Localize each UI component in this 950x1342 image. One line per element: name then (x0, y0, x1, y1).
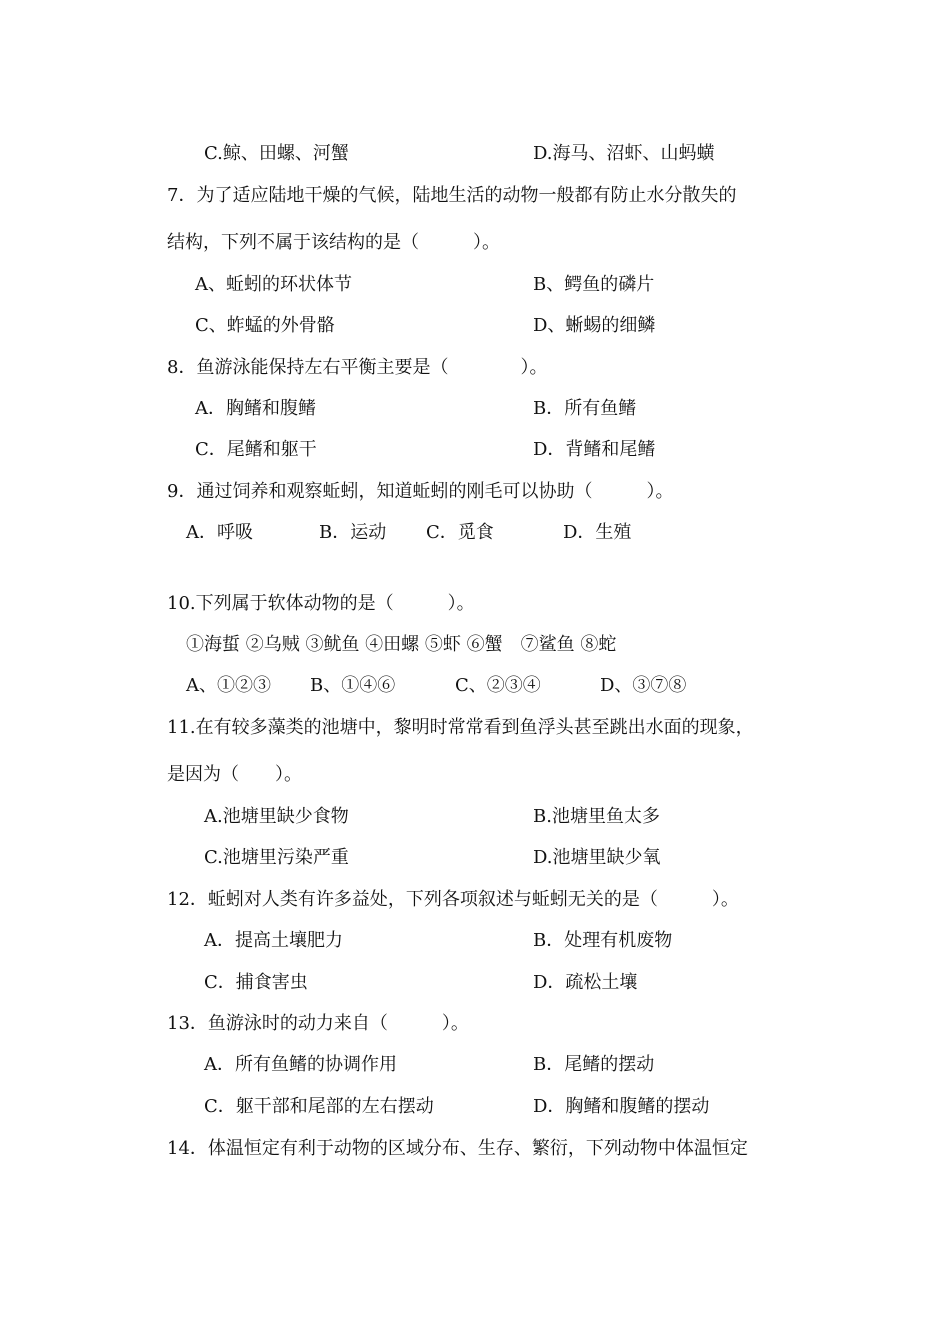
q6-option-d: D.海马、沼虾、山蚂蟥 (533, 143, 715, 164)
q8-option-c: C．尾鳍和躯干 (195, 439, 317, 460)
q8-option-d: D．背鳍和尾鳍 (533, 439, 656, 460)
q7-option-d: D、蜥蜴的细鳞 (533, 315, 656, 336)
q9-option-a: A．呼吸 (186, 522, 253, 543)
q11-option-b: B.池塘里鱼太多 (533, 806, 660, 827)
q8-option-b: B．所有鱼鳍 (533, 398, 637, 419)
q9-option-b: B．运动 (319, 522, 387, 543)
q13-stem: 13．鱼游泳时的动力来自（ ）。 (167, 1013, 469, 1034)
q10-option-b: B、①④⑥ (310, 675, 396, 696)
q12-option-d: D．疏松土壤 (533, 972, 638, 993)
q12-option-a: A．提高土壤肥力 (204, 930, 343, 951)
q10-items: ①海蜇 ②乌贼 ③鱿鱼 ④田螺 ⑤虾 ⑥蟹 ⑦鲨鱼 ⑧蛇 (186, 634, 617, 655)
q11-stem-line1: 11.在有较多藻类的池塘中，黎明时常常看到鱼浮头甚至跳出水面的现象， (167, 717, 754, 738)
q7-stem-line1: 7．为了适应陆地干燥的气候，陆地生活的动物一般都有防止水分散失的 (167, 185, 737, 206)
q7-option-a: A、蚯蚓的环状体节 (195, 274, 352, 295)
q7-stem-line2: 结构，下列不属于该结构的是（ ）。 (167, 232, 500, 253)
q6-option-c: C.鲸、田螺、河蟹 (204, 143, 349, 164)
q13-option-d: D．胸鳍和腹鳍的摆动 (533, 1096, 710, 1117)
q13-option-b: B．尾鳍的摆动 (533, 1054, 655, 1075)
q10-option-c: C、②③④ (455, 675, 541, 696)
q9-option-c: C．觅食 (426, 522, 494, 543)
q12-option-c: C．捕食害虫 (204, 972, 308, 993)
q12-stem: 12．蚯蚓对人类有许多益处，下列各项叙述与蚯蚓无关的是（ ）。 (167, 889, 739, 910)
q10-option-a: A、①②③ (186, 675, 271, 696)
q10-stem: 10.下列属于软体动物的是（ ）。 (167, 593, 475, 614)
q7-option-c: C、蚱蜢的外骨骼 (195, 315, 335, 336)
q13-option-a: A．所有鱼鳍的协调作用 (204, 1054, 397, 1075)
q13-option-c: C．躯干部和尾部的左右摆动 (204, 1096, 434, 1117)
q9-stem: 9．通过饲养和观察蚯蚓，知道蚯蚓的刚毛可以协助（ ）。 (167, 481, 674, 502)
q11-option-d: D.池塘里缺少氧 (533, 847, 661, 868)
q9-option-d: D．生殖 (563, 522, 632, 543)
q10-option-d: D、③⑦⑧ (600, 675, 687, 696)
q11-option-c: C.池塘里污染严重 (204, 847, 349, 868)
q11-stem-line2: 是因为（ ）。 (167, 764, 302, 785)
q8-stem: 8．鱼游泳能保持左右平衡主要是（ ）。 (167, 357, 548, 378)
q7-option-b: B、鳄鱼的磷片 (533, 274, 655, 295)
q14-stem-line1: 14．体温恒定有利于动物的区域分布、生存、繁衍，下列动物中体温恒定 (167, 1138, 748, 1159)
q12-option-b: B．处理有机废物 (533, 930, 673, 951)
q11-option-a: A.池塘里缺少食物 (204, 806, 349, 827)
q8-option-a: A．胸鳍和腹鳍 (195, 398, 316, 419)
